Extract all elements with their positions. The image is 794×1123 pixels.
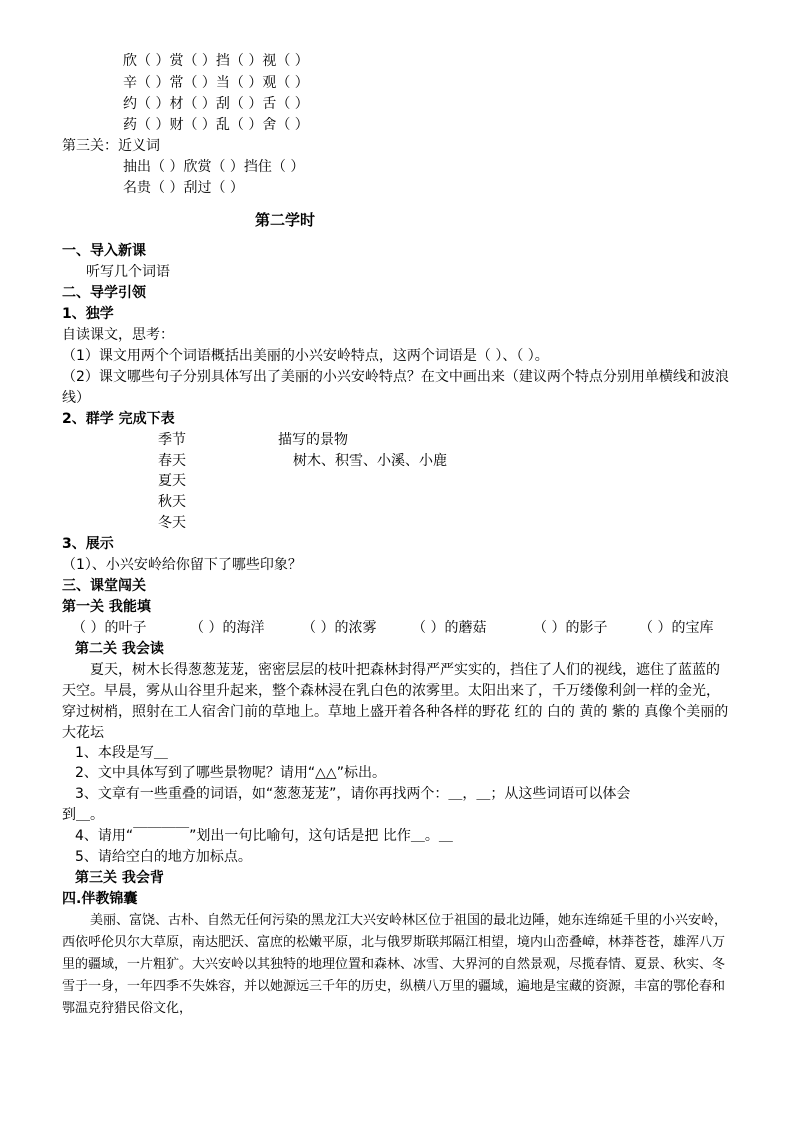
- section-2-heading: 二、导学引领: [62, 285, 146, 301]
- reading-question-4: 4、请用“￣￣￣￣”划出一句比喻句，这句话是把 比作＿。＿: [75, 828, 453, 844]
- char-row-3: 约（ ）材（ ）刮（ ）舌（ ）: [123, 96, 309, 112]
- level-2-heading: 第二关 我会读: [75, 641, 164, 657]
- part-1-question-2: （2）课文哪些句子分别具体写出了美丽的小兴安岭特点？在文中画出来（建议两个特点分别用单横线和波浪线）: [62, 369, 729, 406]
- section-3-heading: 三、课堂闯关: [62, 578, 146, 594]
- fill-item: （ ）的蘑菇: [412, 620, 487, 636]
- part-1-heading: 1、独学: [62, 306, 114, 322]
- char-row-1: 欣（ ）赏（ ）挡（ ）视（ ）: [123, 53, 309, 69]
- char-row-4: 药（ ）财（ ）乱（ ）舍（ ）: [123, 117, 309, 133]
- section-1-text: 听写几个词语: [86, 264, 170, 280]
- char-row-2: 辛（ ）常（ ）当（ ）观（ ）: [123, 75, 309, 91]
- table-row-scene: 树木、积雪、小溪、小鹿: [293, 453, 447, 469]
- table-row-season: 夏天: [158, 473, 186, 489]
- synonym-row-2: 名贵（ ）刮过（ ）: [123, 180, 244, 196]
- reading-question-3: 3、文章有一些重叠的词语，如“葱葱茏茏”，请你再找两个：＿，＿；从这些词语可以体会: [75, 786, 631, 802]
- fill-item: （ ）的影子: [533, 620, 608, 636]
- lesson-title: 第二学时: [255, 211, 316, 229]
- table-header-season: 季节: [158, 432, 186, 448]
- fill-item: （ ）的宝库: [639, 620, 714, 636]
- part-2-heading: 2、群学 完成下表: [62, 411, 175, 427]
- reading-question-3-continued: 到＿。: [62, 807, 104, 823]
- table-row-season: 春天: [158, 453, 186, 469]
- part-3-question: （1）、小兴安岭给你留下了哪些印象？: [62, 557, 302, 573]
- table-row-season: 秋天: [158, 494, 186, 510]
- level3-heading: 第三关：近义词: [62, 138, 160, 154]
- level-1-heading: 第一关 我能填: [62, 599, 151, 615]
- reading-question-5: 5、请给空白的地方加标点。: [75, 849, 252, 865]
- fill-item: （ ）的叶子: [72, 620, 147, 636]
- reading-question-1: 1、本段是写＿: [75, 745, 168, 761]
- reading-passage: 夏天，树木长得葱葱茏茏，密密层层的枝叶把森林封得严严实实的，挡住了人们的视线，遮住了蓝蓝的天空。早晨，雾从山谷里升起来，整个森林浸在乳白色的浓雾里。太阳出来了，千万缕像利剑一样的金光，穿过树梢，照射在工人宿舍门前的草地上。草地上盛开着各种各样的野花 红的 白的 黄的 紫的 真像个美丽的大花坛: [62, 662, 729, 741]
- part-3-heading: 3、展示: [62, 536, 114, 552]
- fill-item: （ ）的浓雾: [302, 620, 377, 636]
- part-1-question-1: （1）课文用两个个词语概括出美丽的小兴安岭特点，这两个词语是（ ）、（ ）。: [62, 348, 549, 364]
- reading-question-2: 2、文中具体写到了哪些景物呢？请用“△△”标出。: [75, 765, 386, 781]
- section-4-heading: 四.伴教锦囊: [62, 891, 138, 907]
- section-1-heading: 一、导入新课: [62, 243, 146, 259]
- table-row-season: 冬天: [158, 515, 186, 531]
- synonym-row-1: 抽出（ ）欣赏（ ）挡住（ ）: [123, 159, 305, 175]
- level-3-heading: 第三关 我会背: [75, 870, 164, 886]
- table-header-scene: 描写的景物: [278, 432, 348, 448]
- fill-item: （ ）的海洋: [190, 620, 265, 636]
- section-4-text: 美丽、富饶、古朴、自然无任何污染的黑龙江大兴安岭林区位于祖国的最北边陲，她东连绵延千里的小兴安岭，西依呼伦贝尔大草原，南达肥沃、富庶的松嫩平原，北与俄罗斯联邦隔江相望，境内山峦叠嶂，林莽苍苍，雄浑八万里的疆域，一片粗犷。大兴安岭以其独特的地理位置和森林、冰雪、大界河的自然景观，尽揽春情、夏景、秋实、冬雪于一身，一年四季不失姝容，并以她源远三千年的历史，纵横八万里的疆域，遍地是宝藏的资源，丰富的鄂伦春和鄂温克狩猎民俗文化，: [62, 913, 728, 1016]
- part-1-intro: 自读课文，思考：: [62, 327, 174, 343]
